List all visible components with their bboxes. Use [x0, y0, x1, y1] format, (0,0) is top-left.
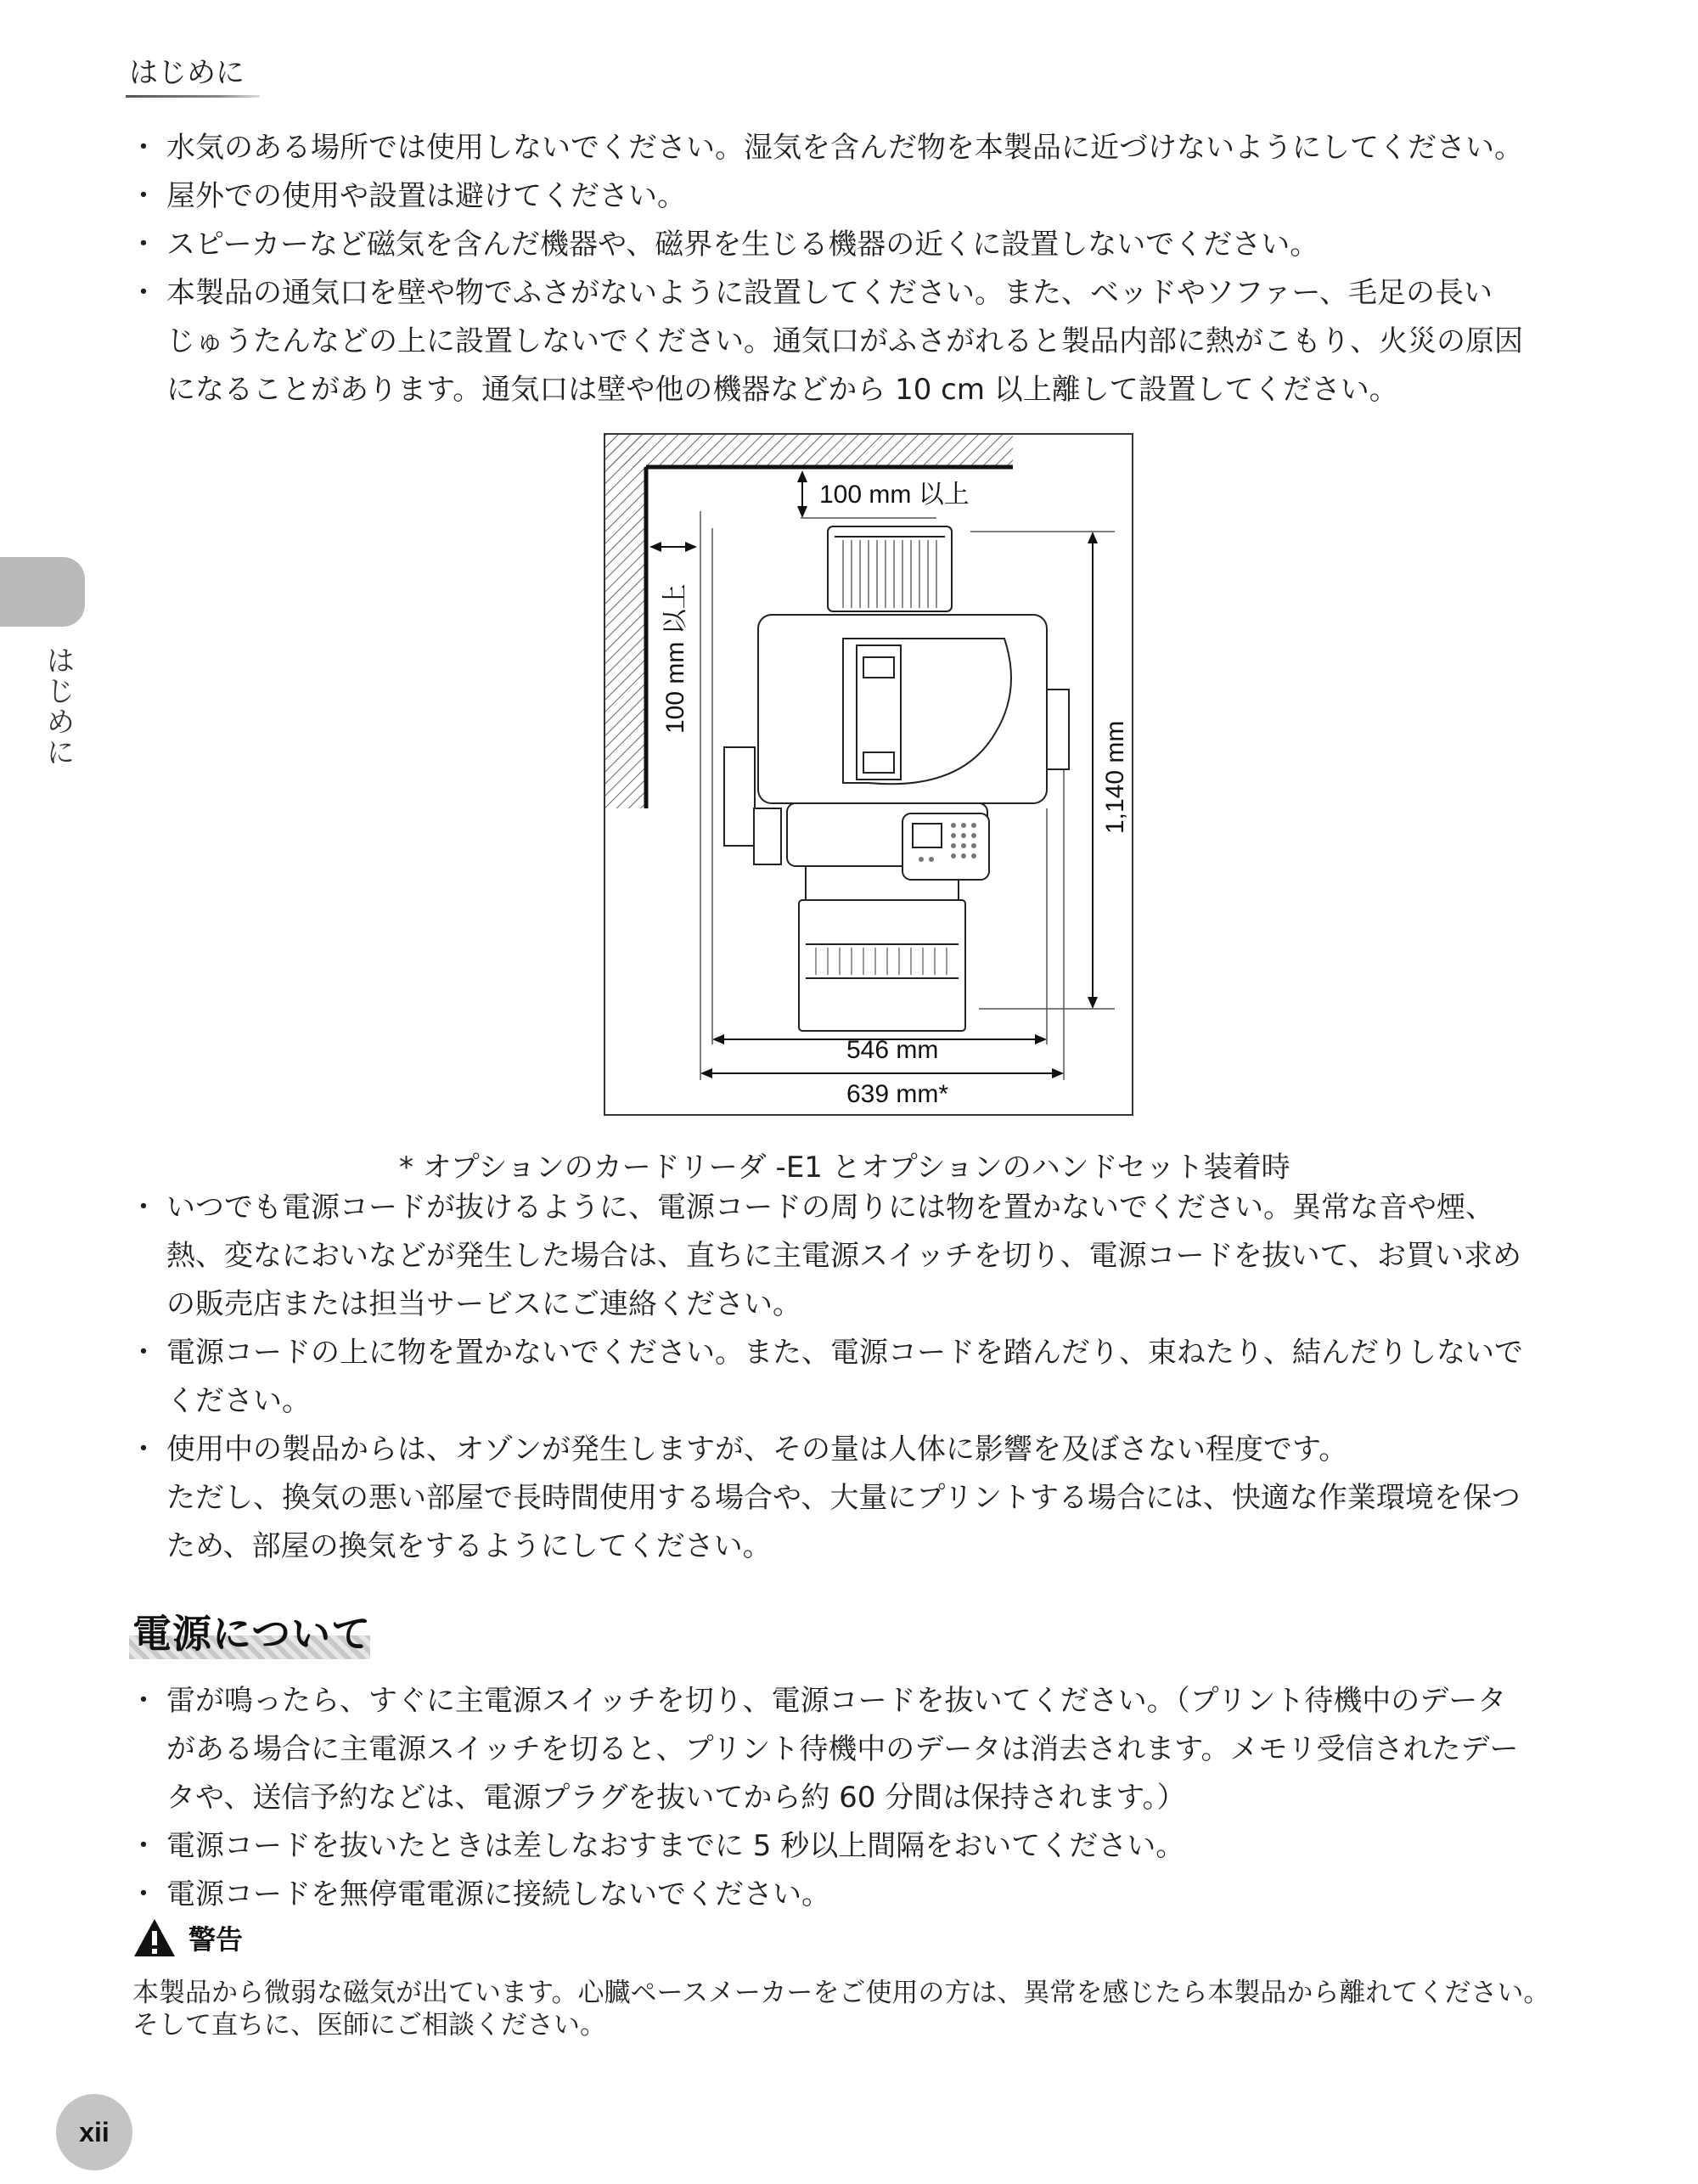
clearance-diagram-svg [605, 435, 1132, 1114]
bullet-line: ・ 電源コードを無停電電源に接続しないでください。 [166, 1877, 830, 1911]
bullet-item [136, 1677, 1613, 1822]
bullet-line: ・ いつでも電源コードが抜けるように、電源コードの周りには物を置かないでください。異常な音や煙、 [166, 1191, 1494, 1224]
bullet-line: じゅうたんなどの上に設置しないでください。通気口がふさがれると製品内部に熱がこもり、火災の原因 [166, 324, 1523, 358]
bullet-item [136, 221, 1613, 269]
bullet-line: ・ 水気のある場所では使用しないでください。湿気を含んだ物を本製品に近づけないようにしてください。 [166, 131, 1523, 165]
left-clearance-label: 100 mm 以上 [661, 583, 689, 734]
page-number: xii [56, 2094, 132, 2170]
bullet-item [136, 1871, 1613, 1919]
warning-block [132, 1917, 243, 1958]
bullet-line: ただし、換気の悪い部屋で長時間使用する場合や、大量にプリントする場合には、快適な作業環境を保つ [166, 1481, 1521, 1515]
side-wall [605, 435, 646, 808]
bullet-line: がある場合に主電源スイッチを切ると、プリント待機中のデータは消去されます。メモリ受信されたデー [166, 1732, 1519, 1766]
bullet-item [136, 124, 1613, 172]
bullet-line: ・ 電源コードを抜いたときは差しなおすまでに 5 秒以上間隔をおいてください。 [166, 1829, 1185, 1863]
warning-triangle-icon [132, 1917, 177, 1958]
warning-title: 警告 [188, 1923, 244, 1956]
cord-bullets [136, 1184, 1613, 1571]
bullet-line: ・ 本製品の通気口を壁や物でふさがないように設置してください。また、ベッドやソファー、毛足の長い [166, 276, 1493, 310]
bullet-item [136, 172, 1613, 221]
bullet-line: ため、部屋の換気をするようにしてください。 [166, 1529, 772, 1563]
chapter-tab-label: はじめに [41, 645, 75, 768]
rear-wall [605, 435, 1013, 467]
bullet-line: ・ 雷が鳴ったら、すぐに主電源スイッチを切り、電源コードを抜いてください。（プリント待機中のデータ [166, 1684, 1507, 1718]
bullet-item [136, 1184, 1613, 1329]
power-bullets [136, 1677, 1613, 1919]
bullet-line: ・ 電源コードの上に物を置かないでください。また、電源コードを踏んだり、束ねたり、結んだりしないで [166, 1336, 1523, 1370]
printer-top-view [724, 526, 1069, 1031]
warning-text [132, 1977, 1627, 2041]
depth-label: 1,140 mm [1101, 720, 1129, 834]
section-title: 電源について [132, 1611, 372, 1657]
bullet-line: になることがあります。通気口は壁や他の機器などから 10 cm 以上離して設置してください。 [166, 373, 1398, 407]
bullet-line: タや、送信予約などは、電源プラグを抜いてから約 60 分間は保持されます。） [166, 1781, 1186, 1815]
warning-line: そして直ちに、医師にご相談ください。 [132, 2010, 606, 2040]
bullet-line: の販売店または担当サービスにご連絡ください。 [166, 1287, 801, 1321]
bullet-line: 熱、変なにおいなどが発生した場合は、直ちに主電源スイッチを切り、電源コードを抜いて、お買い求め [166, 1239, 1521, 1273]
bullet-line: ・ スピーカーなど磁気を含んだ機器や、磁界を生じる機器の近くに設置しないでください。 [166, 228, 1319, 262]
chapter-tab[interactable] [0, 557, 85, 627]
bullet-item [136, 1329, 1613, 1426]
figure-caption: * オプションのカードリーダ -E1 とオプションのハンドセット装着時 [399, 1151, 1290, 1185]
running-header: はじめに [129, 56, 245, 90]
installation-bullets [136, 124, 1613, 414]
clearance-diagram [604, 433, 1133, 1116]
option-width-label: 639 mm* [846, 1080, 949, 1108]
warning-line: 本製品から微弱な磁気が出ています。心臓ペースメーカーをご使用の方は、異常を感じたら本製品から離れてください。 [132, 1978, 1550, 2008]
bullet-item [136, 269, 1613, 414]
body-width-label: 546 mm [846, 1036, 939, 1064]
power-section-heading [132, 1603, 371, 1659]
bullet-line: ・ 屋外での使用や設置は避けてください。 [166, 179, 686, 213]
bullet-line: ください。 [166, 1384, 311, 1418]
bullet-item [136, 1822, 1613, 1871]
top-clearance-label: 100 mm 以上 [819, 481, 970, 509]
bullet-line: ・ 使用中の製品からは、オゾンが発生しますが、その量は人体に影響を及ぼさない程度です。 [166, 1433, 1348, 1466]
bullet-item [136, 1426, 1613, 1571]
header-rule [126, 95, 260, 98]
